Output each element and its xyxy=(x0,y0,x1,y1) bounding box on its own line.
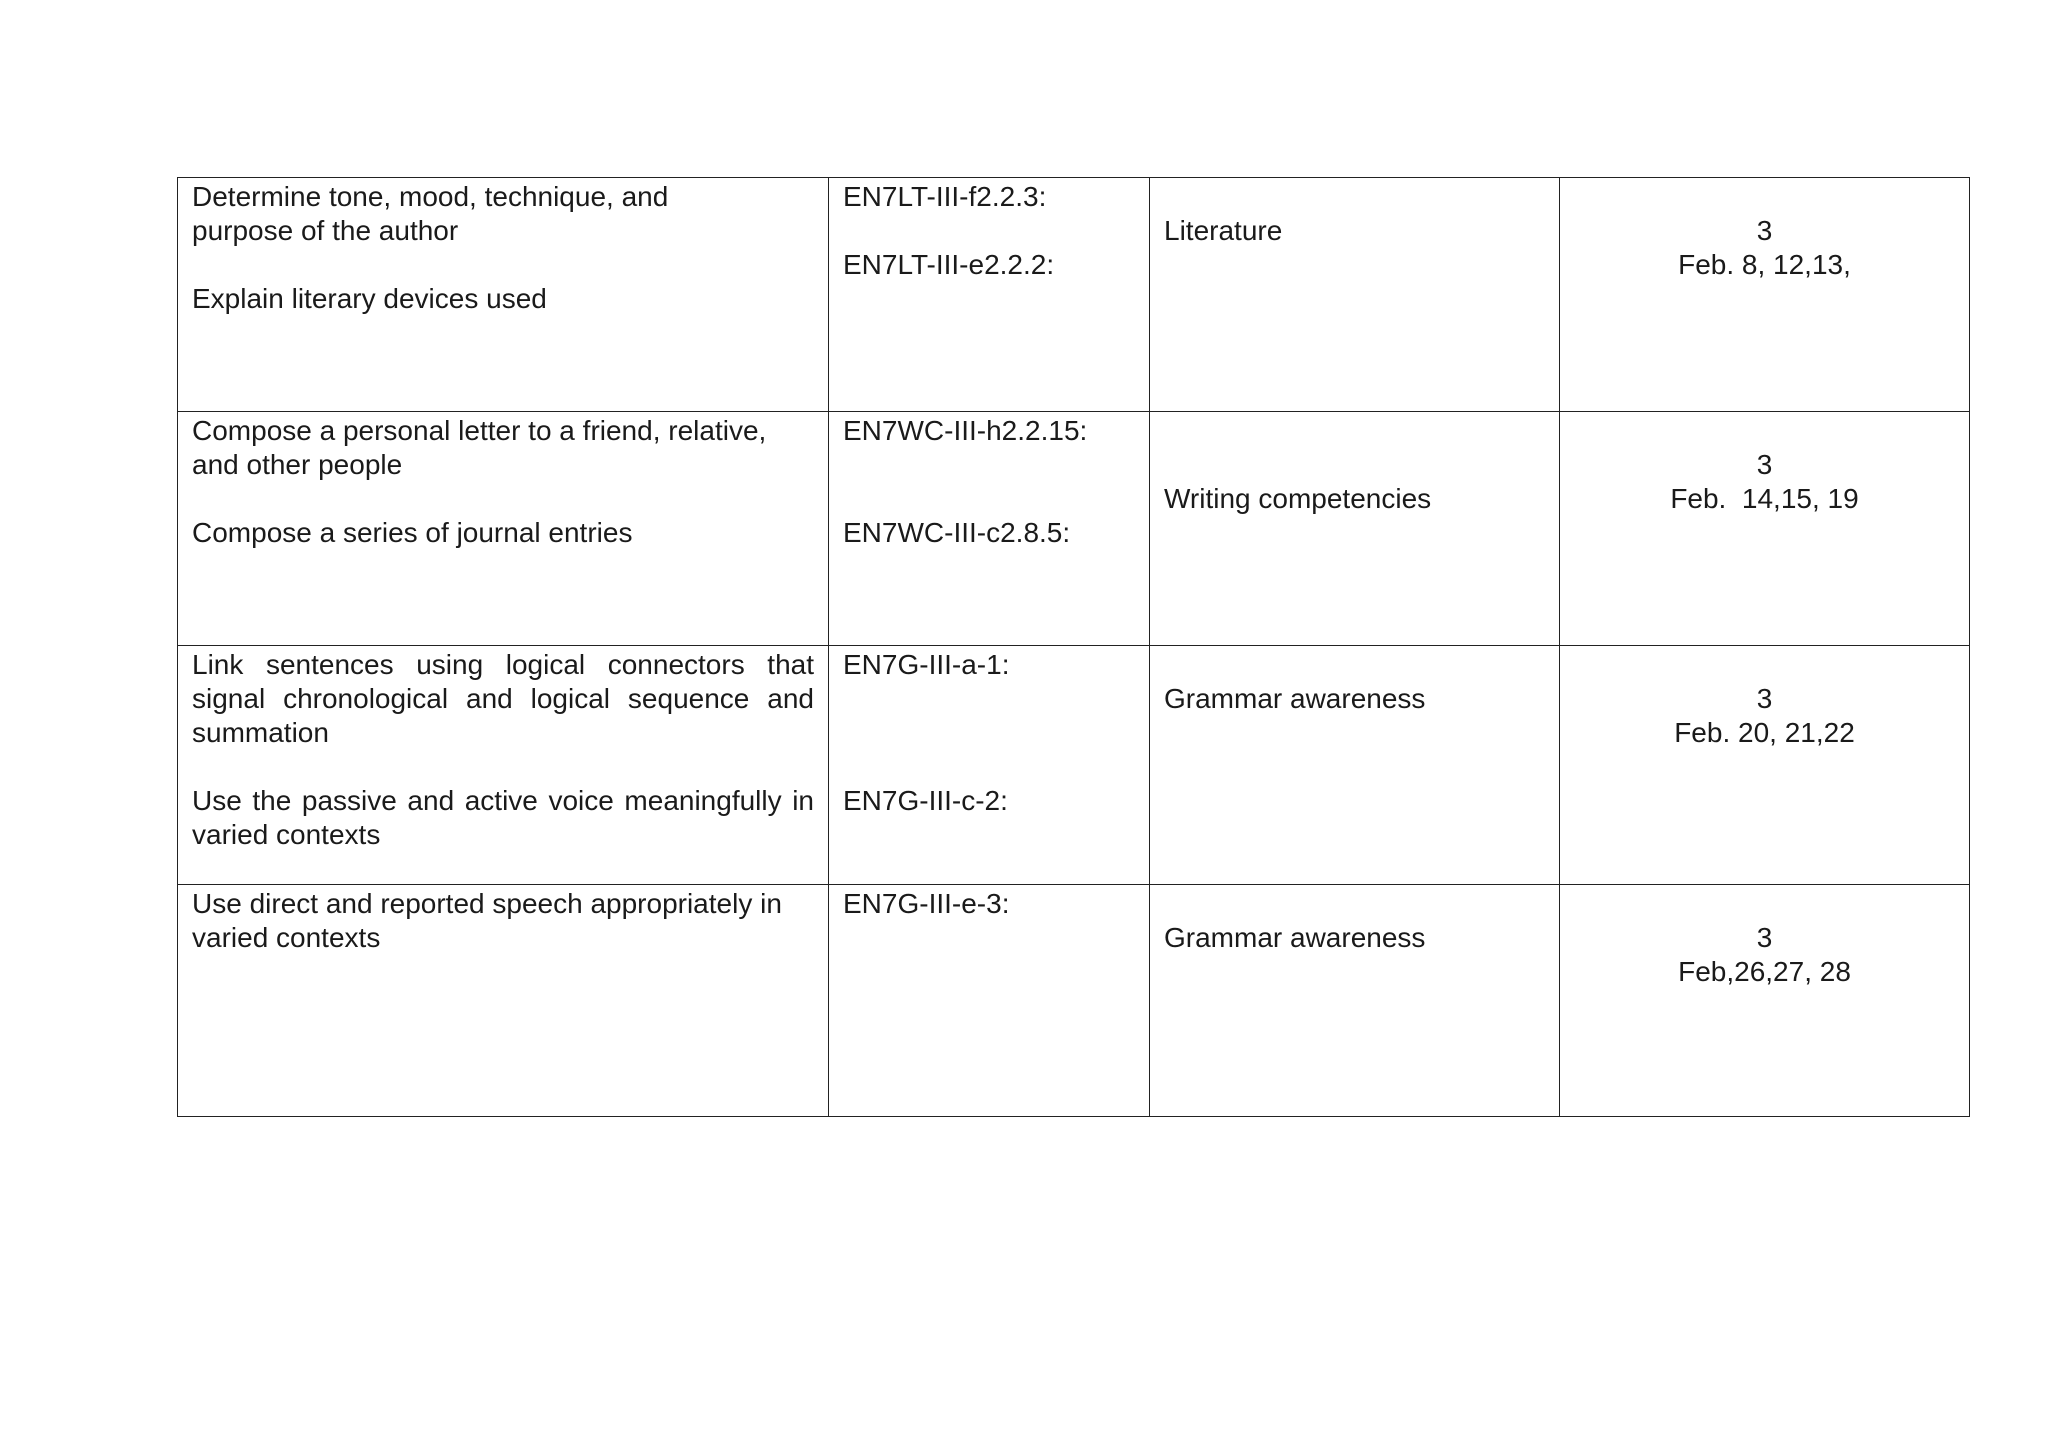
days-cell xyxy=(1560,412,1970,646)
dates-text: Feb. 8, 12,13, xyxy=(1678,249,1851,280)
curriculum-table xyxy=(177,177,1970,1117)
code-cell xyxy=(829,646,1150,885)
topic-cell xyxy=(1150,885,1560,1117)
competency-cell xyxy=(178,178,829,412)
topic-cell xyxy=(1150,646,1560,885)
table-row xyxy=(178,885,1970,1117)
competency-text: Link sentences using logical connectors that signal chronological and logical sequence and summation xyxy=(192,649,814,748)
competency-code: EN7LT-III-f2.2.3: xyxy=(843,181,1047,212)
days-cell xyxy=(1560,178,1970,412)
competency-text: Use the passive and active voice meaningfully in xyxy=(192,785,814,816)
dates-text: Feb. 14,15, 19 xyxy=(1670,483,1859,514)
dates-text: Feb,26,27, 28 xyxy=(1678,956,1851,987)
code-cell xyxy=(829,412,1150,646)
topic-text: Grammar awareness xyxy=(1164,922,1426,953)
table-row xyxy=(178,412,1970,646)
days-cell xyxy=(1560,885,1970,1117)
competency-cell xyxy=(178,885,829,1117)
competency-cell xyxy=(178,646,829,885)
competency-code: EN7G-III-c-2: xyxy=(843,785,1008,816)
competency-code: EN7G-III-a-1: xyxy=(843,649,1010,680)
competency-cell xyxy=(178,412,829,646)
code-cell xyxy=(829,885,1150,1117)
topic-cell xyxy=(1150,412,1560,646)
topic-text: Literature xyxy=(1164,215,1283,246)
days-count: 3 xyxy=(1756,683,1773,714)
competency-text: Explain literary devices used xyxy=(192,283,547,314)
competency-text: Use direct and reported speech appropriately in varied contexts xyxy=(192,888,782,953)
days-count: 3 xyxy=(1756,449,1773,480)
competency-code: EN7LT-III-e2.2.2: xyxy=(843,249,1055,280)
topic-text: Writing competencies xyxy=(1164,483,1432,514)
days-count: 3 xyxy=(1756,922,1773,953)
code-cell xyxy=(829,178,1150,412)
table-row xyxy=(178,646,1970,885)
competency-text: Compose a series of journal entries xyxy=(192,517,633,548)
competency-text: varied contexts xyxy=(192,819,381,850)
competency-text: Compose a personal letter to a friend, relative, and other people xyxy=(192,415,767,480)
competency-code: EN7G-III-e-3: xyxy=(843,888,1010,919)
dates-text: Feb. 20, 21,22 xyxy=(1674,717,1855,748)
competency-code: EN7WC-III-h2.2.15: xyxy=(843,415,1088,446)
competency-text: Determine tone, mood, technique, and purpose of the author xyxy=(192,181,669,246)
topic-cell xyxy=(1150,178,1560,412)
competency-code: EN7WC-III-c2.8.5: xyxy=(843,517,1071,548)
days-cell xyxy=(1560,646,1970,885)
days-count: 3 xyxy=(1756,215,1773,246)
topic-text: Grammar awareness xyxy=(1164,683,1426,714)
table-row xyxy=(178,178,1970,412)
